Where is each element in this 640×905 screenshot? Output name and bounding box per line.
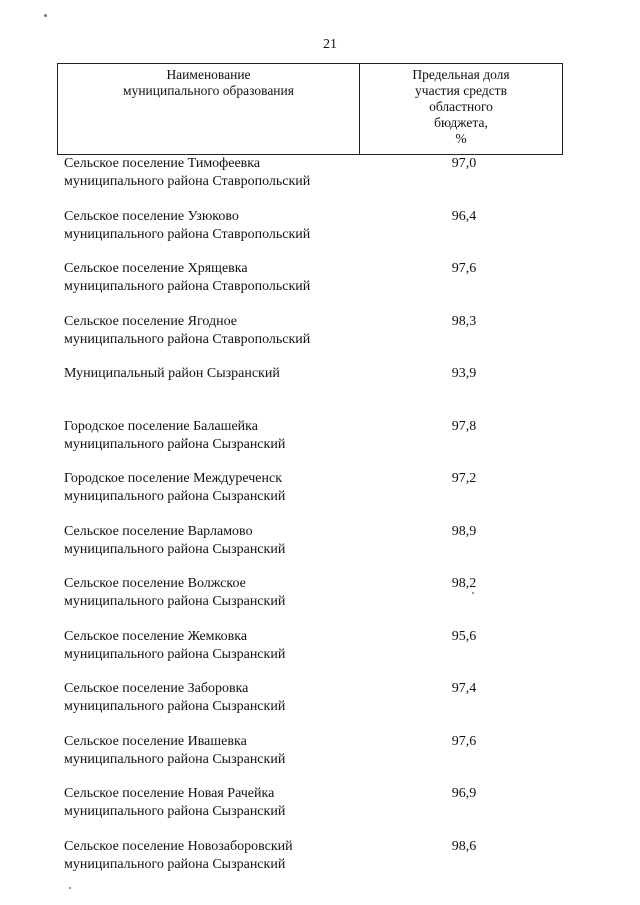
municipality-name-line: Сельское поселение Новозаборовский	[64, 838, 293, 854]
page-number: 21	[323, 37, 337, 52]
municipality-name-line: Сельское поселение Тимофеевка	[64, 156, 261, 171]
municipality-name-line: Городское поселение Балашейка	[64, 418, 258, 434]
municipality-name-line: муниципального района Ставропольский	[64, 226, 311, 242]
municipality-name	[64, 470, 434, 506]
municipality-name-line: муниципального района Сызранский	[64, 541, 286, 557]
header-share-line: бюджета,	[434, 115, 488, 130]
municipality-name-line: муниципального района Сызранский	[64, 856, 286, 872]
municipality-name	[64, 733, 434, 769]
budget-share-value: 97,0	[451, 156, 477, 171]
municipality-name	[64, 628, 434, 664]
municipality-name-line: муниципального района Сызранский	[64, 436, 286, 452]
municipality-name-line: муниципального района Сызранский	[64, 489, 286, 504]
table-header	[57, 63, 563, 155]
municipality-name	[64, 418, 434, 454]
table-row	[64, 785, 564, 838]
municipality-name-line: муниципального района Сызранский	[64, 804, 286, 819]
header-name-cell	[58, 64, 360, 154]
table-row	[64, 418, 564, 471]
municipality-name-line: Муниципальный район Сызранский	[64, 366, 280, 381]
scan-speck	[44, 14, 47, 17]
municipality-name-line: Сельское поселение Волжское	[64, 576, 246, 591]
municipality-name	[64, 208, 434, 244]
municipality-name	[64, 785, 434, 821]
table-row	[64, 628, 564, 681]
table-row	[64, 155, 564, 208]
header-share-line: областного	[429, 99, 493, 114]
municipality-name-line: муниципального района Сызранский	[64, 646, 286, 662]
municipality-name	[64, 313, 434, 349]
municipality-name-line: муниципального района Ставропольский	[64, 174, 311, 189]
table-row	[64, 470, 564, 523]
municipality-name-line: Сельское поселение Хрящевка	[64, 261, 248, 276]
budget-share-value: 95,6	[451, 628, 477, 644]
table-row	[64, 838, 564, 891]
budget-share-value: 97,6	[451, 733, 477, 749]
table-row	[64, 313, 564, 366]
budget-share-value: 98,2	[451, 576, 477, 591]
municipality-name	[64, 838, 434, 874]
budget-share-value: 96,4	[451, 208, 477, 224]
budget-share-value: 96,9	[451, 786, 477, 801]
municipality-name-line: муниципального района Сызранский	[64, 594, 286, 609]
budget-share-value: 98,9	[451, 523, 477, 539]
table-row	[64, 680, 564, 733]
municipality-name-line: Сельское поселение Новая Рачейка	[64, 786, 275, 801]
budget-share-value: 98,6	[451, 838, 477, 854]
budget-share-value: 97,8	[451, 418, 477, 434]
header-share-cell	[360, 64, 562, 154]
header-share-line: %	[455, 131, 467, 146]
header-name-line: муниципального образования	[123, 83, 294, 98]
municipality-name-line: Сельское поселение Варламово	[64, 523, 253, 539]
municipality-name-line: Городское поселение Междуреченск	[64, 471, 283, 486]
table-body	[64, 155, 564, 890]
table-row	[64, 733, 564, 786]
municipality-name-line: муниципального района Сызранский	[64, 751, 286, 767]
table-row	[64, 523, 564, 576]
budget-share-value: 97,6	[451, 261, 477, 276]
table-row	[64, 260, 564, 313]
municipality-name-line: Сельское поселение Жемковка	[64, 628, 248, 644]
municipality-name	[64, 523, 434, 559]
municipality-name-line: Сельское поселение Заборовка	[64, 681, 249, 696]
municipality-name	[64, 680, 434, 716]
table-row	[64, 575, 564, 628]
municipality-name	[64, 155, 434, 191]
table-row	[64, 365, 564, 418]
budget-share-value: 93,9	[451, 366, 477, 381]
municipality-name-line: муниципального района Ставропольский	[64, 331, 311, 347]
municipality-name	[64, 260, 434, 296]
municipality-name-line: Сельское поселение Узюково	[64, 208, 239, 224]
municipality-name-line: Сельское поселение Ивашевка	[64, 733, 247, 749]
table-row	[64, 208, 564, 261]
municipality-name-line: муниципального района Сызранский	[64, 699, 286, 714]
municipality-name	[64, 575, 434, 611]
header-share-line: Предельная доля	[412, 67, 510, 82]
municipality-name-line: муниципального района Ставропольский	[64, 279, 311, 294]
municipality-name	[64, 365, 434, 383]
budget-share-value: 98,3	[451, 313, 477, 329]
municipality-name-line: Сельское поселение Ягодное	[64, 313, 237, 329]
budget-share-value: 97,2	[451, 471, 477, 486]
header-share-line: участия средств	[415, 83, 507, 98]
header-name-line: Наименование	[166, 67, 251, 82]
budget-share-value: 97,4	[451, 681, 477, 696]
